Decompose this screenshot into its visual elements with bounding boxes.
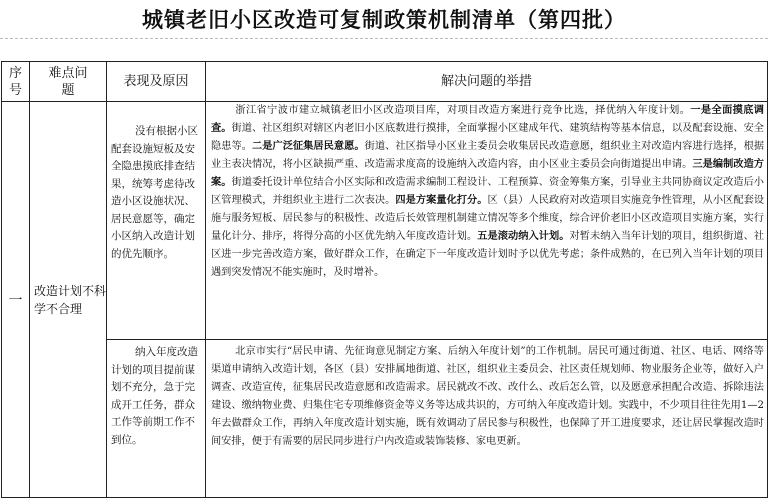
header-difficulty: 难点问题 xyxy=(30,62,107,102)
top-divider xyxy=(0,38,768,39)
measure-point-4: 四是方案量化打分。 xyxy=(395,195,488,206)
cause-text: 纳入年度改造计划的项目提前谋划不充分，急于完成开工任务，群众工作等前期工作不到位。 xyxy=(111,346,198,446)
table-row xyxy=(2,102,768,340)
row-number: 一 xyxy=(2,102,30,498)
measure-intro: 浙江省宁波市建立城镇老旧小区改造项目库，对项目改造方案进行竞争比选，择优纳入年度计划。 xyxy=(235,105,691,116)
table-header-row xyxy=(2,62,768,102)
table-row xyxy=(2,340,768,498)
measure-text-1: 街道、社区组织对辖区内老旧小区底数进行摸排，全面掌握小区建成年代、建筑结构等基本信息，以及配套设施、安全隐患等。 xyxy=(211,123,764,152)
page-title: 城镇老旧小区改造可复制政策机制清单（第四批） xyxy=(142,8,626,32)
measure-text-2: 街道、社区指导小区业主委员会收集居民改造意愿，组织业主对改造内容进行选择，根据业主表决情况，将小区缺损严重、改造需求度高的设施纳入改造内容，由小区业主委员会向街道提出申请。 xyxy=(211,141,765,170)
difficulty-cell: 改造计划不科学不合理 xyxy=(30,102,107,498)
measure-text-5: 对暂未纳入当年计划的项目，组织街道、社区进一步完善改造方案，做好群众工作，在确定下一年度改造计划时予以优先考虑；条件成熟的，在已列入当年计划的项目遇到突发情况不能实施时，及时增补。 xyxy=(211,231,765,278)
measure-text-3: 街道委托设计单位结合小区实际和改造需求编制工程设计、工程预算、资金筹集方案，引导业主共同协商议定改造后小区管理模式，并组织业主进行二次表决。 xyxy=(211,177,764,206)
header-no: 序号 xyxy=(2,62,30,102)
measure-text: 北京市实行“居民申请、先征询意见制定方案、后纳入年度计划”的工作机制。居民可通过街道、社区、电话、网络等渠道申请纳入改造计划，各区（县）安排属地街道、社区，组织业主委员会、社区责任规划师、物业服务企业等，做好入户调查、改造宣传，征集居民改造意愿和改造需求。居民就改不改、改什么、改后怎么管，以及愿意承担配合改造、拆除违法建设、缴纳物业费、归集住宅专项维修资金等义务等达成共识的，方可纳入年度改造计划。实践中，不少项目往往先用1—2年去做群众工作，再纳入年度改造计划实施，既有效调动了居民参与积极性，也保障了开工进度要求，还让居民掌握改造时间安排，便于有需要的居民同步进行户内改造或装饰装修、家电更新。 xyxy=(211,346,764,447)
measure-point-5: 五是滚动纳入计划。 xyxy=(477,231,570,242)
measures-cell xyxy=(206,340,768,498)
measure-point-2: 二是广泛征集居民意愿。 xyxy=(251,141,365,152)
measure-point-3: 三是编制改造方案。 xyxy=(211,159,764,188)
measure-point-1: 一是全面摸底调查。 xyxy=(211,105,764,134)
cause-cell xyxy=(107,340,206,498)
measures-cell xyxy=(206,102,768,340)
policy-table xyxy=(1,61,768,498)
header-measures: 解决问题的举措 xyxy=(206,62,768,102)
cause-text: 没有根据小区配套设施短板及安全隐患摸底排查结果，统筹考虑待改造小区设施状况、居民意愿等，确定小区纳入改造计划的优先顺序。 xyxy=(111,125,198,260)
cause-cell xyxy=(107,102,206,340)
measure-text-4: 区（县）人民政府对改造项目实施竞争性管理，从小区配套设施与服务短板、居民参与的积极性、改造后长效管理机制建立情况等多个维度，综合评价老旧小区改造项目实施方案，实行量化计分、排序，将得分高的小区优先纳入年度改造计划。 xyxy=(211,195,765,242)
header-cause: 表现及原因 xyxy=(107,62,206,102)
